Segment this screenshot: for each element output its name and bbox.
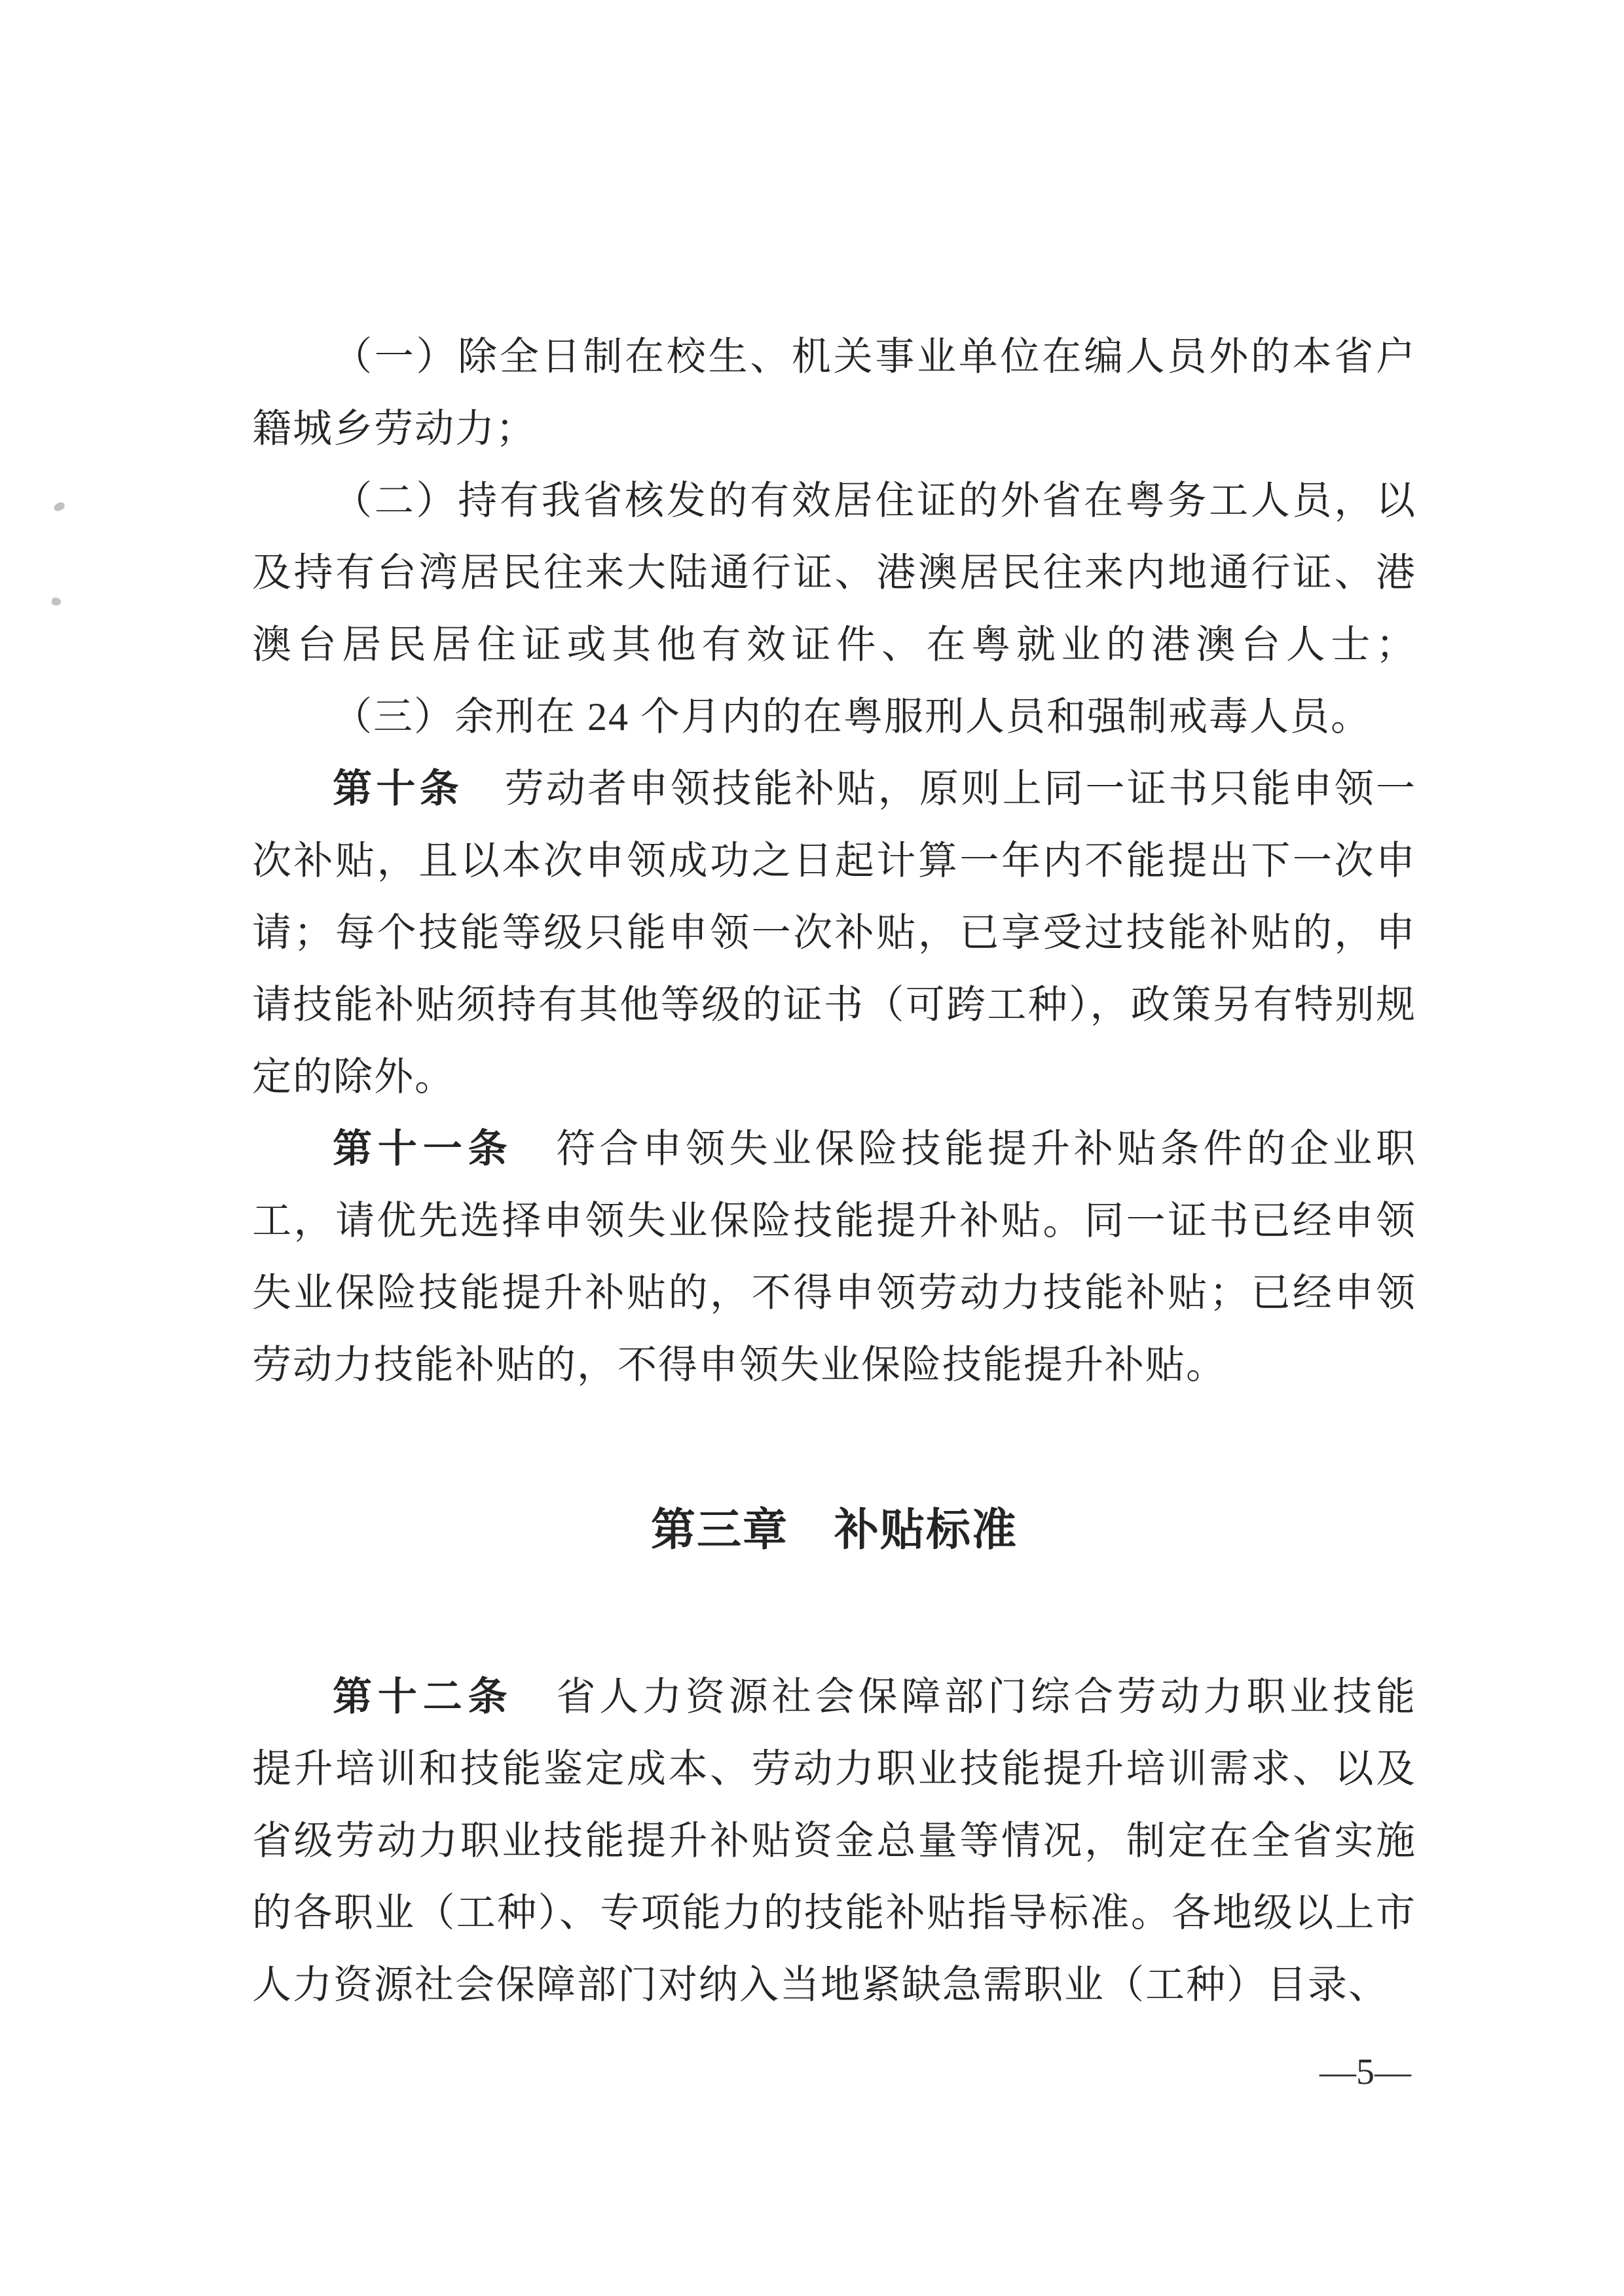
text-line: 失业保险技能提升补贴的，不得申领劳动力技能补贴；已经申领 [252,1271,1416,1315]
text-line: 定的除外。 [252,1055,455,1099]
text-line: （一）除全日制在校生、机关事业单位在编人员外的本省户 [333,335,1416,378]
text-line: 劳动力技能补贴的，不得申领失业保险技能提升补贴。 [252,1343,1227,1387]
text-line [252,1661,1416,1733]
text-line [252,753,1416,825]
text-line: 籍城乡劳动力； [252,407,536,450]
line-text: 符合申领失业保险技能提升补贴条件的企业职 [513,1127,1416,1171]
article-10-label: 第十条 [333,767,464,811]
text-line: 请技能补贴须持有其他等级的证书（可跨工种），政策另有特别规 [252,983,1416,1027]
document-body [252,321,1416,2021]
text-line: 人力资源社会保障部门对纳入当地紧缺急需职业（工种）目录、 [252,1963,1389,2007]
text-line: 及持有台湾居民往来大陆通行证、港澳居民往来内地通行证、港 [252,551,1416,594]
text-line: 的各职业（工种）、专项能力的技能补贴指导标准。各地级以上市 [252,1891,1416,1935]
text-line: 省级劳动力职业技能提升补贴资金总量等情况，制定在全省实施 [252,1819,1416,1863]
page-number: —5— [1320,2052,1411,2092]
text-line: 工，请优先选择申领失业保险技能提升补贴。同一证书已经申领 [252,1199,1416,1243]
line-text: 劳动者申领技能补贴，原则上同一证书只能申领一 [463,767,1417,811]
text-line: 次补贴，且以本次申领成功之日起计算一年内不能提出下一次申 [252,839,1416,883]
chapter-heading: 第三章 补贴标准 [650,1505,1018,1555]
scan-artifact [51,597,62,607]
scan-artifact [53,501,66,513]
text-line: 澳台居民居住证或其他有效证件、在粤就业的港澳台人士； [252,623,1416,666]
text-line: 请；每个技能等级只能申领一次补贴，已享受过技能补贴的，申 [252,911,1416,955]
article-11-label: 第十一条 [333,1127,513,1171]
line-text: 省人力资源社会保障部门综合劳动力职业技能 [513,1675,1416,1719]
text-line: 提升培训和技能鉴定成本、劳动力职业技能提升培训需求、以及 [252,1747,1416,1791]
text-line [252,1113,1416,1185]
article-12-label: 第十二条 [333,1675,513,1719]
text-line: （二）持有我省核发的有效居住证的外省在粤务工人员，以 [333,479,1416,522]
text-line: （三）余刑在 24 个月内的在粤服刑人员和强制戒毒人员。 [333,695,1371,738]
